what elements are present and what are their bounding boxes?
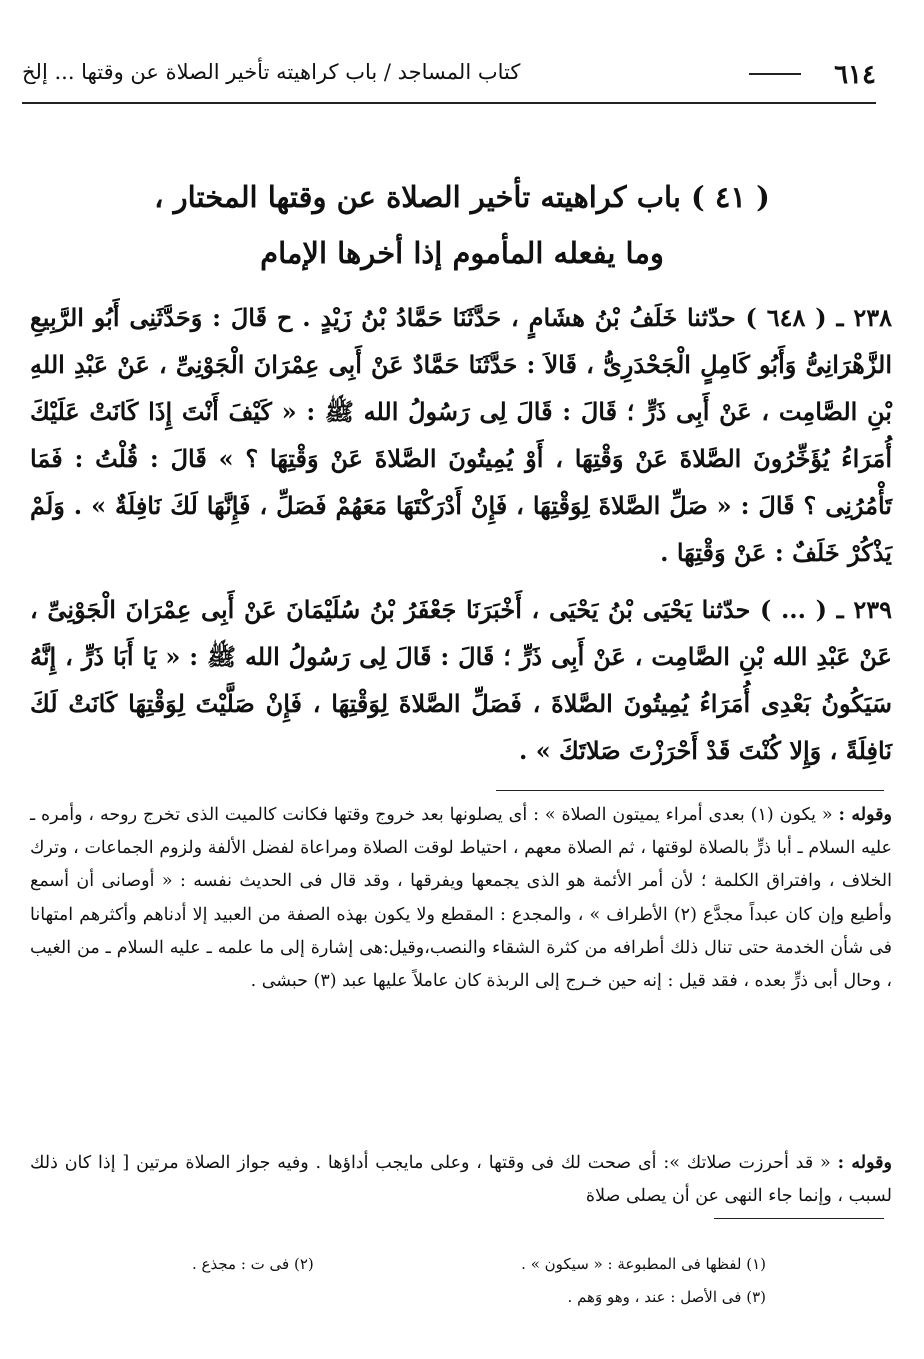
commentary-text-2: « قد أحرزت صلاتك »: أى صحت لك فى وقتها ، وعلى مايجب أداؤها . وفيه جواز الصلاة مرتين [ إذا كان ذلك لسبب ، وإنما جاء النهى عن أن يصلى صلاة	[30, 1153, 892, 1207]
commentary-divider	[496, 790, 884, 791]
page-number: ٦١٤	[834, 60, 876, 90]
page-header	[22, 54, 876, 104]
commentary-paragraph-2	[30, 1147, 892, 1213]
footnote-2: (٢) فى ت : مجذع .	[192, 1255, 314, 1273]
chapter-title-line-1: ( ٤١ ) باب كراهيته تأخير الصلاة عن وقتها المختار ،	[154, 180, 770, 214]
commentary-text-1: « يكون (١) بعدى أمراء يميتون الصلاة » : أى يصلونها بعد خروج وقتها فكانت كالميت الذى تخرج روحه ، وأمره ـ عليه السلام ـ أبا ذرٍّ بالصلاة لوقتها ، ثم الصلاة معهم ، احتياط لوقت الصلاة ومراعاة لفضل الألفة ولزوم الجماعات ، وترك الخلاف ، وافتراق الكلمة ؛ لأن أمر الأئمة هو الذى يجمعها ويفرقها ، وقد قال فى الحديث نفسه : « أوصانى أن أسمع وأطيع وإن كان عبداً مجدَّع (٢) الأطراف » ، والمجدع : المقطع ولا يكون بهذه الصفة من العبيد إلا أدناهم وأكثرهم امتهانا فى شأن الخدمة حتى تنال ذلك أطرافه من كثرة الشقاء والنصب،وقيل:هى إشارة إلى ما علمه ـ عليه السلام ـ من الغيب ، وحال أبى ذرٍّ بعده ، فقد قيل : إنه حين خـرج إلى الربذة كان عاملاً عليها عبد (٣) حبشى .	[30, 805, 893, 992]
chapter-title-line-2: وما يفعله المأموم إذا أخرها الإمام	[260, 236, 664, 270]
hadith-239: ٢٣٩ ـ ( ... ) حدّثنا يَحْيَى بْنُ يَحْيَى ، أَخْبَرَنَا جَعْفَرُ بْنُ سُلَيْمَانَ عَنْ أَبِى عِمْرَانَ الْجَوْنِىِّ ، عَنْ عَبْدِ الله بْنِ الصَّامِت ، عَنْ أَبِى ذَرٍّ ؛ قَالَ : قَالَ لِى رَسُولُ الله ﷺ : « يَا أَبَا ذَرٍّ ، إِنَّهُ سَيَكُونُ بَعْدِى أُمَرَاءُ يُمِيتُونَ الصَّلاةَ ، فَصَلِّ الصَّلاةَ لِوَقْتِهَا ، فَإِنْ صَلَّيْتَ لِوَقْتِهَا كَانَتْ لَكَ نَافِلَةً ، وَإِلا كُنْتَ قَدْ أَحْرَزْتَ صَلاتَكَ » .	[30, 595, 892, 765]
commentary-paragraph-1	[30, 799, 892, 998]
footnote-1: (١) لفظها فى المطبوعة : « سيكون » .	[521, 1255, 766, 1273]
running-title: كتاب المساجد / باب كراهيته تأخير الصلاة عن وقتها ... إلخ	[22, 60, 521, 84]
footnote-3: (٣) فى الأصل : عند ، وهو وَهم .	[567, 1288, 766, 1306]
commentary-lead-2: وقوله :	[837, 1153, 892, 1173]
header-rule	[22, 102, 876, 104]
commentary-lead-1: وقوله :	[838, 805, 892, 825]
header-dash	[749, 73, 801, 75]
hadith-238: ٢٣٨ ـ ( ٦٤٨ ) حدّثنا خَلَفُ بْنُ هشَامٍ ، حَدَّثَنَا حَمَّادُ بْنُ زَيْدٍ . ح قَالَ : وَحَدَّثَنِى أَبُو الرَّبِيعِ الزَّهْرَانِىُّ وَأَبُو كَامِلٍ الْجَحْدَرِىُّ ، قَالاَ : حَدَّثَنَا حَمَّادٌ عَنْ أَبِى عِمْرَانَ الْجَوْنِىِّ ، عَنْ عَبْدِ اللهِ بْنِ الصَّامِت ، عَنْ أَبِى ذَرٍّ ؛ قَالَ : قَالَ لِى رَسُولُ الله ﷺ : « كَيْفَ أَنْتَ إِذَا كَانَتْ عَلَيْكَ أُمَرَاءُ يُؤَخِّرُونَ الصَّلاةَ عَنْ وَقْتِهَا ، أَوْ يُمِيتُونَ الصَّلاةَ عَنْ وَقْتِهَا ؟ » قَالَ : قُلْتُ : فَمَا تَأْمُرُنِى ؟ قَالَ : « صَلِّ الصَّلاةَ لِوَقْتِهَا ، فَإِنْ أَدْرَكْتَهَا مَعَهُمْ فَصَلِّ ، فَإِنَّهَا لَكَ نَافِلَةٌ » . وَلَمْ يَذْكُرْ خَلَفٌ : عَنْ وَقْتِهَا .	[30, 303, 892, 567]
footnote-divider	[714, 1218, 884, 1219]
